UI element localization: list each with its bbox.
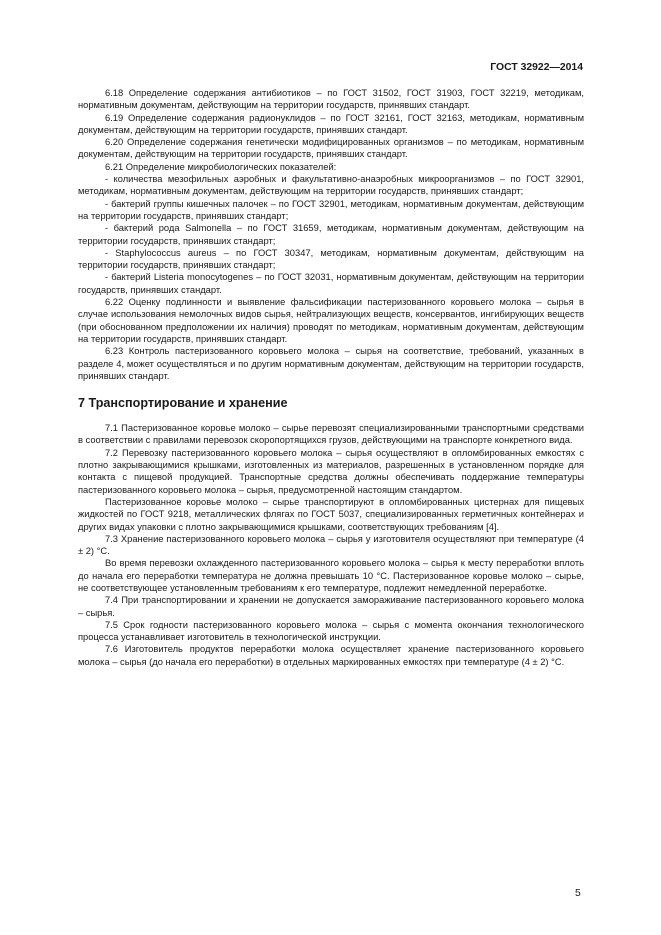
paragraph-7-2: 7.2 Перевозку пастеризованного коровьего молока – сырья осуществляют в опломбированных емкостях с плотно закрывающимися крышками, изготовленных из материалов, разрешенных в установленном порядке для контакта с пищевой продукцией. Транспортные средства должны обеспечивать поддержание температуры пастеризованного коровьего молока – сырья, предусмотренной настоящим стандартом. xyxy=(78,447,584,495)
paragraph-6-23: 6.23 Контроль пастеризованного коровьего молока – сырья на соответствие, требований, указанных в разделе 4, может осуществляться и по другим нормативным документам, действующим на территории государств, принявших стандарт. xyxy=(78,346,584,381)
list-item-listeria: - бактерий Listeria monocytogenes – по ГОСТ 32031, нормативным документам, действующим на территории государств, принявших стандарт. xyxy=(78,272,584,295)
list-item-mesophilic: - количества мезофильных аэробных и факультативно-анаэробных микроорганизмов – по ГОСТ 32901, методикам, нормативным документам, действующим на территории государств, принявших стандарт; xyxy=(78,174,584,197)
section-6-continuation xyxy=(78,87,584,382)
paragraph-7-6: 7.6 Изготовитель продуктов переработки молока осуществляет хранение пастеризованного коровьего молока – сырья (до начала его переработки) в отдельных маркированных емкостях при температуре (4 ± 2) °С. xyxy=(78,644,584,667)
paragraph-6-19: 6.19 Определение содержания радионуклидов – по ГОСТ 32161, ГОСТ 32163, методикам, нормативным документам, действующим на территории государств, принявших стандарт. xyxy=(78,112,584,135)
paragraph-6-21: 6.21 Определение микробиологических показателей: xyxy=(105,161,337,172)
page-number: 5 xyxy=(575,888,581,899)
section-7-body xyxy=(78,422,584,668)
page-content xyxy=(78,87,584,668)
paragraph-7-3-continued: Во время перевозки охлажденного пастеризованного коровьего молока – сырья к месту переработки вплоть до начала его переработки температура не должна превышать 10 °С. Пастеризованное коровье молоко – сырье, не соответствующее установленным требованиям к его температуре, подлежит немедленной переработке. xyxy=(78,558,584,593)
document-code-header: ГОСТ 32922—2014 xyxy=(490,62,583,73)
paragraph-7-5: 7.5 Срок годности пастеризованного коровьего молока – сырья с момента окончания технологического процесса устанавливает изготовитель в технологической инструкции. xyxy=(78,619,584,643)
list-item-coliform: - бактерий группы кишечных палочек – по ГОСТ 32901, методикам, нормативным документам, действующим на территории государств, принявших стандарт; xyxy=(78,198,584,221)
paragraph-7-4: 7.4 При транспортировании и хранении не допускается замораживание пастеризованного коровьего молока – сырья. xyxy=(78,595,584,618)
paragraph-7-2-continued: Пастеризованное коровье молоко – сырье транспортируют в опломбированных цистернах для пищевых жидкостей по ГОСТ 9218, металлических флягах по ГОСТ 5037, специализированных герметичных контейнерах и других видах упаковки с плотно закрывающимися крышками, соответствующих требованиям [4]. xyxy=(78,496,584,532)
section-7-heading: 7 Транспортирование и хранение xyxy=(78,396,288,411)
paragraph-7-3: 7.3 Хранение пастеризованного коровьего молока – сырья у изготовителя осуществляют при температуре (4 ± 2) °С. xyxy=(78,533,584,557)
list-item-staphylococcus: - Staphylococcus aureus – по ГОСТ 30347, методикам, нормативным документам, действующим на территории государств, принявших стандарт; xyxy=(78,247,584,271)
paragraph-6-20: 6.20 Определение содержания генетически модифицированных организмов – по методикам, нормативным документам, действующим на территории государств, принявших стандарт. xyxy=(78,137,584,160)
list-item-salmonella: - бактерий рода Salmonella – по ГОСТ 31659, методикам, нормативным документам, действующим на территории государств, принявших стандарт; xyxy=(78,223,584,246)
paragraph-7-1: 7.1 Пастеризованное коровье молоко – сырье перевозят специализированными транспортными средствами в соответствии с правилами перевозок скоропортящихся грузов, действующими на транспорте конкретного вида. xyxy=(78,423,584,446)
paragraph-6-22: 6.22 Оценку подлинности и выявление фальсификации пастеризованного коровьего молока – сырья в случае использования немолочных видов сырья, нейтрализующих веществ, консервантов, ингибирующих веществ (при обоснованном предположении их наличия) проводят по методикам, нормативным документам, действующим на территории государств, принявших стандарт. xyxy=(78,297,584,344)
paragraph-6-18: 6.18 Определение содержания антибиотиков – по ГОСТ 31502, ГОСТ 31903, ГОСТ 32219, методикам, нормативным документам, действующим на территории государств, принявших стандарт. xyxy=(78,88,584,111)
